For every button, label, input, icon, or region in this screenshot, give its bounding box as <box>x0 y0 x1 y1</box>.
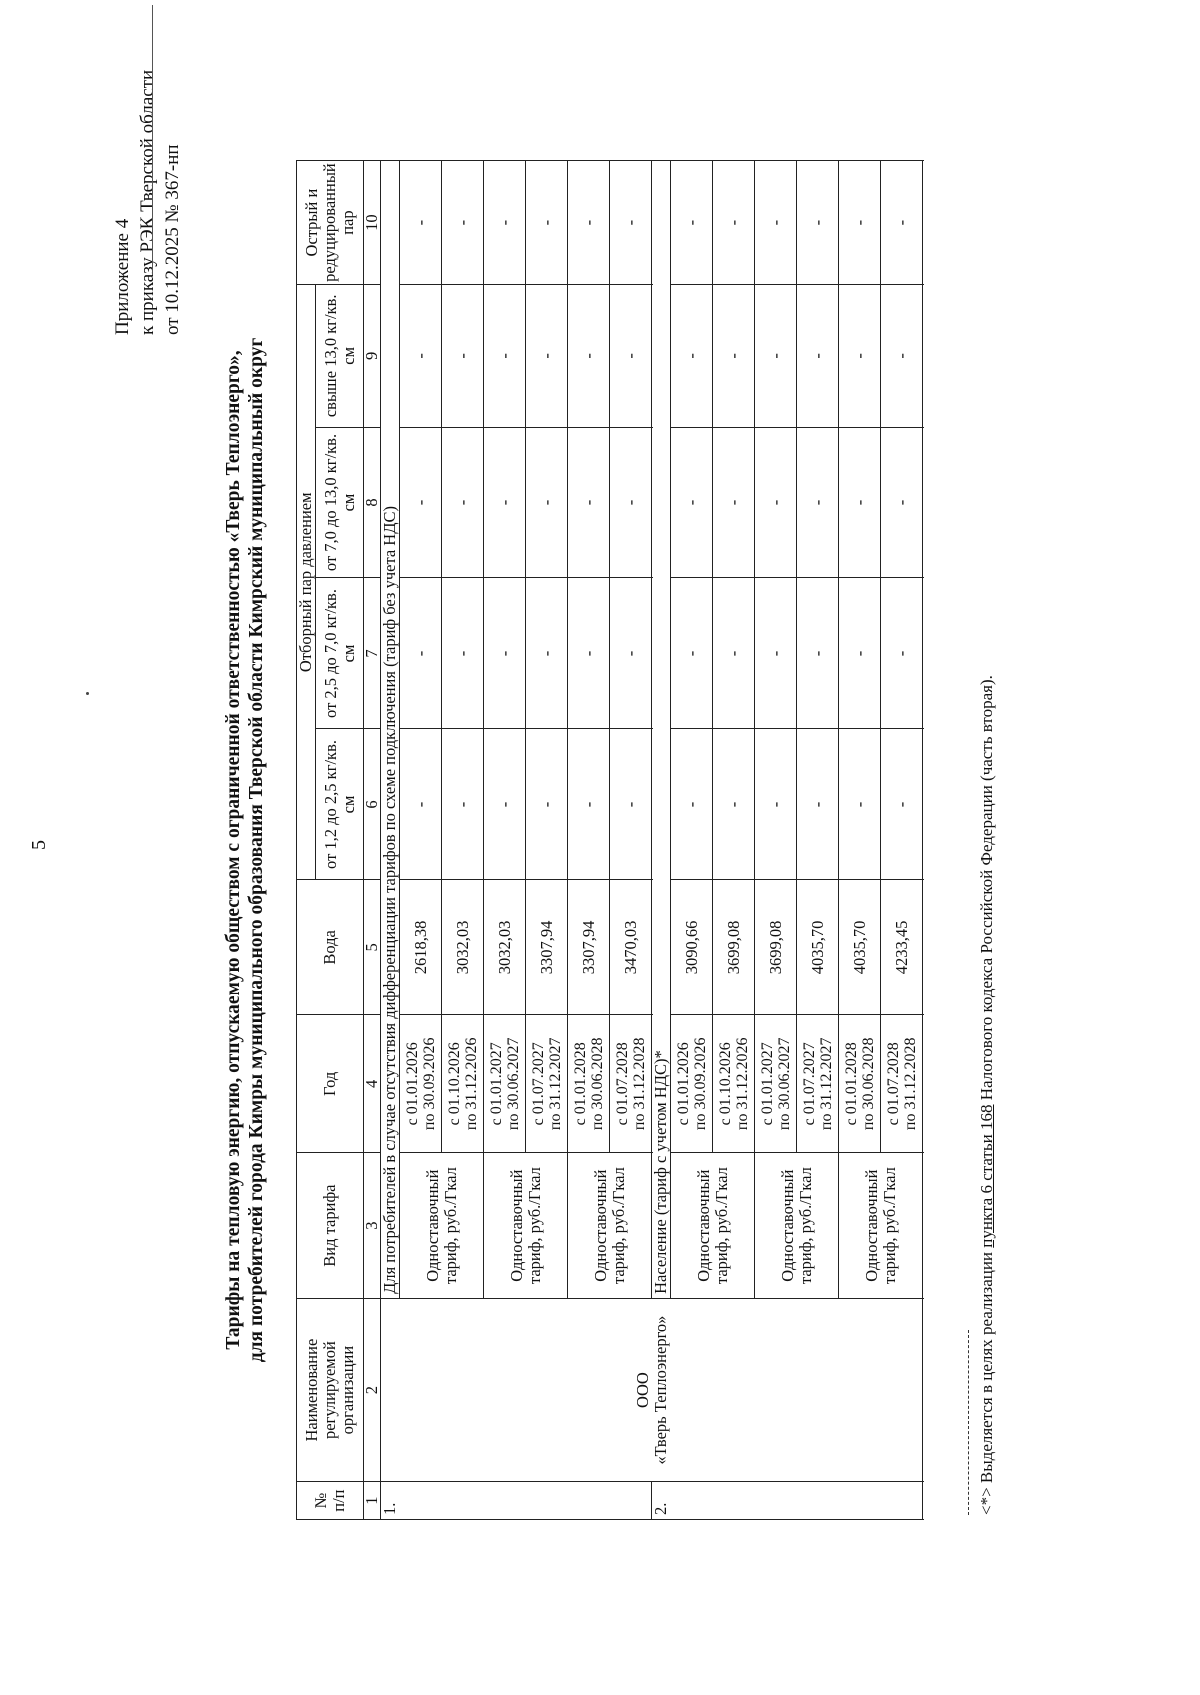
index-cell: 5 <box>364 880 381 1015</box>
period-cell <box>442 1015 484 1153</box>
appendix-line: от 10.12.2025 № 367-нп <box>162 144 183 335</box>
period-to: по 31.12.2028 <box>630 1037 648 1131</box>
scan-artifact <box>86 692 89 695</box>
period-cell <box>400 1015 442 1153</box>
steam-tariff-value: - <box>484 729 526 880</box>
steam-tariff-value: - <box>797 161 839 285</box>
tariff-kind-cell: Одноставочный тариф, руб./Гкал <box>755 1153 839 1299</box>
steam-tariff-value: - <box>400 578 442 729</box>
steam-tariff-value: - <box>568 161 610 285</box>
header-pressure-2: от 2,5 до 7,0 кг/кв. см <box>316 578 364 729</box>
steam-tariff-value: - <box>484 161 526 285</box>
period-to: по 31.12.2026 <box>733 1037 751 1131</box>
footnote-prefix: <*> Выделяется в целях реализации <box>977 1247 996 1515</box>
index-cell: 4 <box>364 1015 381 1153</box>
steam-tariff-value: - <box>881 578 923 729</box>
water-tariff-value: 2618,38 <box>400 880 442 1015</box>
steam-tariff-value: - <box>881 729 923 880</box>
index-cell: 8 <box>364 427 381 578</box>
water-tariff-value: 3307,94 <box>568 880 610 1015</box>
period-cell <box>713 1015 755 1153</box>
steam-tariff-value: - <box>484 285 526 427</box>
steam-tariff-value: - <box>484 427 526 578</box>
water-tariff-value: 4035,70 <box>839 880 881 1015</box>
appendix-line: к приказу РЭК Тверской области <box>137 69 158 335</box>
water-tariff-value: 3699,08 <box>755 880 797 1015</box>
period-to: по 30.09.2026 <box>691 1037 709 1131</box>
steam-tariff-value: - <box>568 285 610 427</box>
period-from: с 01.01.2026 <box>403 1042 421 1126</box>
period-cell <box>839 1015 881 1153</box>
steam-tariff-value: - <box>526 427 568 578</box>
page-number: 5 <box>28 840 50 850</box>
index-cell: 10 <box>364 161 381 285</box>
period-cell <box>671 1015 713 1153</box>
organization-line: «Тверь Теплоэнерго» <box>650 1315 670 1465</box>
water-tariff-value: 3307,94 <box>526 880 568 1015</box>
section-title: Население (тариф с учетом НДС)* <box>652 161 671 1299</box>
period-to: по 30.06.2027 <box>504 1037 522 1131</box>
period-to: по 30.09.2026 <box>420 1037 438 1131</box>
tariff-kind-cell: Одноставочный тариф, руб./Гкал <box>400 1153 484 1299</box>
steam-tariff-value: - <box>442 285 484 427</box>
appendix-reference <box>110 35 185 335</box>
index-cell: 2 <box>364 1298 381 1481</box>
steam-tariff-value: - <box>526 161 568 285</box>
steam-tariff-value: - <box>568 578 610 729</box>
period-to: по 31.12.2026 <box>462 1037 480 1131</box>
steam-tariff-value: - <box>881 161 923 285</box>
index-cell: 9 <box>364 285 381 427</box>
steam-tariff-value: - <box>881 285 923 427</box>
period-to: по 30.06.2027 <box>775 1037 793 1131</box>
tariff-kind-cell: Одноставочный тариф, руб./Гкал <box>484 1153 568 1299</box>
tariff-kind-cell: Одноставочный тариф, руб./Гкал <box>671 1153 755 1299</box>
footnote-divider <box>968 1330 969 1515</box>
steam-tariff-value: - <box>797 729 839 880</box>
section-title: Для потребителей в случае отсутствия дифференциации тарифов по схеме подключения (тариф без учета НДС) <box>381 161 400 1299</box>
index-cell: 1 <box>364 1482 381 1520</box>
period-from: с 01.10.2026 <box>716 1042 734 1126</box>
organization-cell <box>381 1298 923 1481</box>
steam-tariff-value: - <box>713 578 755 729</box>
index-cell: 3 <box>364 1153 381 1299</box>
tariff-kind-cell: Одноставочный тариф, руб./Гкал <box>568 1153 652 1299</box>
steam-tariff-value: - <box>610 161 652 285</box>
steam-tariff-value: - <box>400 285 442 427</box>
steam-tariff-value: - <box>610 729 652 880</box>
period-from: с 01.07.2027 <box>529 1042 547 1126</box>
steam-tariff-value: - <box>568 729 610 880</box>
index-cell: 7 <box>364 578 381 729</box>
period-from: с 01.01.2028 <box>571 1042 589 1126</box>
steam-tariff-value: - <box>610 427 652 578</box>
steam-tariff-value: - <box>881 427 923 578</box>
steam-tariff-value: - <box>839 578 881 729</box>
steam-tariff-value: - <box>442 578 484 729</box>
row-number: 2. <box>652 1482 923 1520</box>
steam-tariff-value: - <box>839 161 881 285</box>
steam-tariff-value: - <box>755 161 797 285</box>
header-num: № п/п <box>297 1482 364 1520</box>
period-from: с 01.01.2028 <box>842 1042 860 1126</box>
tariff-table <box>296 160 923 1520</box>
header-pressure-1: от 1,2 до 2,5 кг/кв. см <box>316 729 364 880</box>
period-cell <box>881 1015 923 1153</box>
period-cell <box>797 1015 839 1153</box>
tariff-kind-cell: Одноставочный тариф, руб./Гкал <box>839 1153 923 1299</box>
steam-tariff-value: - <box>400 161 442 285</box>
period-from: с 01.07.2027 <box>800 1042 818 1126</box>
steam-tariff-value: - <box>713 285 755 427</box>
steam-tariff-value: - <box>610 578 652 729</box>
steam-tariff-value: - <box>755 578 797 729</box>
steam-tariff-value: - <box>839 729 881 880</box>
title-line: для потребителей города Кимры муниципального образования Тверской области Кимрский муниципальный округ <box>246 337 267 1363</box>
steam-tariff-value: - <box>755 285 797 427</box>
water-tariff-value: 3090,66 <box>671 880 713 1015</box>
period-from: с 01.10.2026 <box>445 1042 463 1126</box>
steam-tariff-value: - <box>797 427 839 578</box>
steam-tariff-value: - <box>755 427 797 578</box>
steam-tariff-value: - <box>400 729 442 880</box>
water-tariff-value: 3699,08 <box>713 880 755 1015</box>
steam-tariff-value: - <box>671 427 713 578</box>
section-title-row <box>381 161 400 1520</box>
period-from: с 01.01.2026 <box>674 1042 692 1126</box>
steam-tariff-value: - <box>839 285 881 427</box>
steam-tariff-value: - <box>755 729 797 880</box>
scan-edge-line <box>152 5 153 275</box>
index-cell: 6 <box>364 729 381 880</box>
steam-tariff-value: - <box>526 578 568 729</box>
water-tariff-value: 3470,03 <box>610 880 652 1015</box>
water-tariff-value: 4233,45 <box>881 880 923 1015</box>
organization-line: ООО <box>632 1372 652 1408</box>
period-cell <box>610 1015 652 1153</box>
period-to: по 31.12.2027 <box>546 1037 564 1131</box>
header-row <box>297 161 316 1520</box>
steam-tariff-value: - <box>671 578 713 729</box>
steam-tariff-value: - <box>442 427 484 578</box>
steam-tariff-value: - <box>797 285 839 427</box>
period-cell <box>526 1015 568 1153</box>
steam-tariff-value: - <box>713 161 755 285</box>
title-line: Тарифы на тепловую энергию, отпускаемую обществом с ограниченной ответственностью «Тверь Теплоэнерго», <box>223 350 244 1350</box>
steam-tariff-value: - <box>671 285 713 427</box>
period-to: по 31.12.2028 <box>901 1037 919 1131</box>
header-pressure-4: свыше 13,0 кг/кв. см <box>316 285 364 427</box>
steam-tariff-value: - <box>713 729 755 880</box>
header-sharp-steam: Острый и редуцированный пар <box>297 161 364 285</box>
period-from: с 01.01.2027 <box>487 1042 505 1126</box>
steam-tariff-value: - <box>568 427 610 578</box>
water-tariff-value: 3032,03 <box>484 880 526 1015</box>
steam-tariff-value: - <box>526 729 568 880</box>
steam-tariff-value: - <box>713 427 755 578</box>
period-from: с 01.07.2028 <box>613 1042 631 1126</box>
header-water: Вода <box>297 880 364 1015</box>
period-to: по 30.06.2028 <box>859 1037 877 1131</box>
header-pressure-3: от 7,0 до 13,0 кг/кв. см <box>316 427 364 578</box>
index-row <box>364 161 381 1520</box>
period-cell <box>755 1015 797 1153</box>
steam-tariff-value: - <box>484 578 526 729</box>
period-cell <box>484 1015 526 1153</box>
header-org: Наименование регулируемой организации <box>297 1298 364 1481</box>
footnote-suffix: Налогового кодекса Российской Федерации (часть вторая). <box>977 675 996 1105</box>
steam-tariff-value: - <box>671 161 713 285</box>
steam-tariff-value: - <box>442 161 484 285</box>
document-title <box>222 185 268 1515</box>
period-from: с 01.07.2028 <box>884 1042 902 1126</box>
steam-tariff-value: - <box>610 285 652 427</box>
period-to: по 30.06.2028 <box>588 1037 606 1131</box>
header-kind: Вид тарифа <box>297 1153 364 1299</box>
footnote <box>977 215 997 1515</box>
water-tariff-value: 4035,70 <box>797 880 839 1015</box>
water-tariff-value: 3032,03 <box>442 880 484 1015</box>
row-number: 1. <box>381 1482 652 1520</box>
steam-tariff-value: - <box>526 285 568 427</box>
steam-tariff-value: - <box>442 729 484 880</box>
steam-tariff-value: - <box>671 729 713 880</box>
steam-tariff-value: - <box>797 578 839 729</box>
header-year: Год <box>297 1015 364 1153</box>
period-cell <box>568 1015 610 1153</box>
steam-tariff-value: - <box>400 427 442 578</box>
header-steam-group: Отборный пар давлением <box>297 285 316 880</box>
steam-tariff-value: - <box>839 427 881 578</box>
period-to: по 31.12.2027 <box>817 1037 835 1131</box>
appendix-line: Приложение 4 <box>112 218 133 335</box>
footnote-law-reference: пункта 6 статьи 168 <box>977 1104 996 1248</box>
period-from: с 01.01.2027 <box>758 1042 776 1126</box>
